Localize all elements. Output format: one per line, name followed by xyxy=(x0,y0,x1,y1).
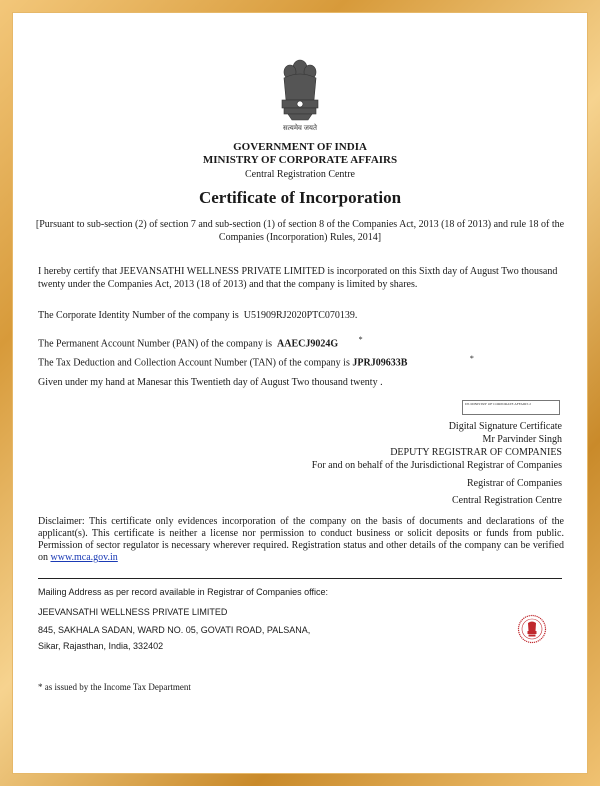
tan-line xyxy=(38,352,570,369)
cin-line xyxy=(38,309,570,322)
government-header xyxy=(0,141,600,167)
mailing-address-line1: 845, SAKHALA SADAN, WARD NO. 05, GOVATI ROAD, PALSANA, xyxy=(38,625,311,635)
official-seal-icon xyxy=(517,614,547,644)
emblem-motto: सत्यमेव जयते xyxy=(283,124,317,132)
tan-asterisk: * xyxy=(469,354,474,363)
registrar-name: Registrar of Companies xyxy=(467,478,562,489)
signature-cert: Digital Signature Certificate xyxy=(448,421,562,432)
signatory-designation: DEPUTY REGISTRAR OF COMPANIES xyxy=(390,447,562,458)
government-name: GOVERNMENT OF INDIA xyxy=(233,141,367,153)
mailing-address-line2: Sikar, Rajasthan, India, 332402 xyxy=(38,641,164,651)
pan-label: The Permanent Account Number (PAN) of the company is xyxy=(38,338,273,350)
signatory-name: Mr Parvinder Singh xyxy=(482,434,562,445)
given-statement: Given under my hand at Manesar this Twentieth day of August Two thousand twenty . xyxy=(38,377,383,388)
ministry-name: MINISTRY OF CORPORATE AFFAIRS xyxy=(202,154,398,166)
disclaimer xyxy=(38,516,564,564)
mailing-heading: Mailing Address as per record available in Registrar of Companies office: xyxy=(38,587,328,597)
pan-value: AAECJ9024G xyxy=(277,338,339,350)
cin-label: The Corporate Identity Number of the company is xyxy=(38,310,239,321)
registration-centre: Central Registration Centre xyxy=(452,495,562,506)
page-title: Certificate of Incorporation xyxy=(198,188,402,207)
pan-line xyxy=(38,333,570,350)
footnote: * as issued by the Income Tax Department xyxy=(38,682,191,692)
signatory-behalf: For and on behalf of the Jurisdictional Registrar of Companies xyxy=(311,460,562,471)
pan-asterisk: * xyxy=(358,335,363,344)
divider xyxy=(38,578,562,579)
mca-link[interactable]: www.mca.gov.in xyxy=(50,552,118,563)
certification-statement: I hereby certify that JEEVANSATHI WELLNESS PRIVATE LIMITED is incorporated on this Sixth day of August Two thousand twenty under the Companies Act, 2013 (18 of 2013) and that the company is limited by shares. xyxy=(38,266,558,290)
tan-label: The Tax Deduction and Collection Account Number (TAN) of the company is xyxy=(38,357,350,369)
digital-signature-box: DS MINISTRY OF CORPORATE AFFAIRS 2 xyxy=(462,400,560,415)
disclaimer-text: Disclaimer: This certificate only evidences incorporation of the company on the basis of documents and declarations of the applicant(s). This certificate is neither a license nor permission to conduct business or solicit deposits or funds from public. Permission of sector regulator is necessary wherever required. Registration status and other details of the company can be verified on xyxy=(38,516,564,563)
mailing-company: JEEVANSATHI WELLNESS PRIVATE LIMITED xyxy=(38,607,228,617)
tan-value: JPRJ09633B xyxy=(352,357,408,369)
legal-basis: [Pursuant to sub-section (2) of section 7 and sub-section (1) of section 8 of the Companies Act, 2013 (18 of 2013) and rule 18 of the Companies (Incorporation) Rules, 2014] xyxy=(35,219,565,243)
cin-value: U51909RJ2020PTC070139. xyxy=(243,310,358,321)
office-name: Central Registration Centre xyxy=(245,169,355,180)
